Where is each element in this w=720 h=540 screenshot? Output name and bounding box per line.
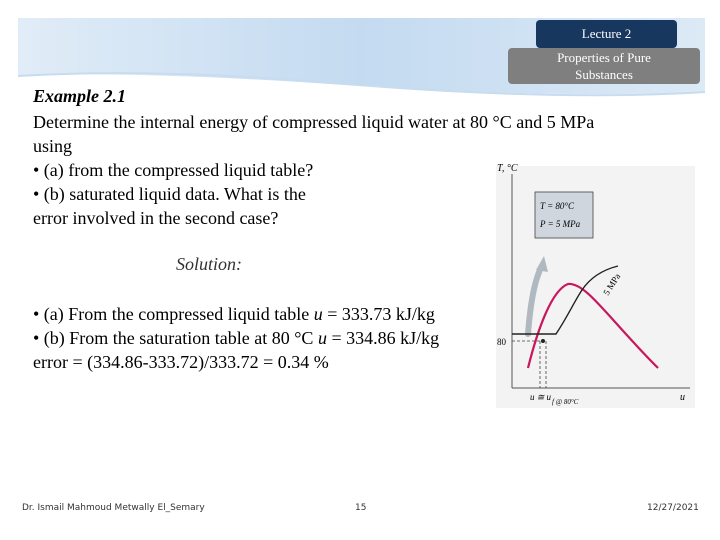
u-approx-label: u ≅ u xyxy=(530,392,552,402)
topic-tag-line2: Substances xyxy=(575,67,633,82)
solution-a-var: u xyxy=(313,304,323,324)
solution-text xyxy=(33,302,439,374)
temp-tick-label: 80 xyxy=(497,337,506,347)
solution-a-suffix: = 333.73 kJ/kg xyxy=(322,304,435,324)
solution-label: Solution: xyxy=(176,254,242,274)
u-approx-subscript: f @ 80°C xyxy=(552,398,579,406)
problem-line: Determine the internal energy of compressed liquid water at 80 °C and 5 MPa xyxy=(33,112,595,132)
footer-author: Dr. Ismail Mahmoud Metwally El_Semary xyxy=(22,503,205,513)
footer-page-number: 15 xyxy=(355,503,367,513)
lecture-tag: Lecture 2 xyxy=(536,20,677,48)
y-axis-label: T, °C xyxy=(497,163,518,174)
topic-tag xyxy=(508,48,700,84)
state-point xyxy=(541,339,545,343)
solution-line-a xyxy=(33,302,439,326)
solution-line-b xyxy=(33,326,439,350)
x-axis-label: u xyxy=(680,392,685,403)
t-u-diagram xyxy=(490,158,695,408)
state-pressure: P = 5 MPa xyxy=(540,219,581,229)
isobar-label: 5 MPa xyxy=(601,271,623,298)
figure-background xyxy=(496,166,695,408)
solution-b-var: u xyxy=(317,328,327,348)
state-temperature: T = 80°C xyxy=(540,201,575,211)
topic-tag-line1: Properties of Pure xyxy=(557,50,651,65)
footer-date: 12/27/2021 xyxy=(647,503,699,513)
solution-a-prefix: • (a) From the compressed liquid table xyxy=(33,304,314,324)
solution-b-prefix: • (b) From the saturation table at 80 °C xyxy=(33,328,318,348)
solution-b-suffix: = 334.86 kJ/kg xyxy=(326,328,440,348)
example-title: Example 2.1 xyxy=(33,86,126,106)
problem-line: • (b) saturated liquid data. What is the xyxy=(33,184,306,204)
problem-line: error involved in the second case? xyxy=(33,208,279,228)
problem-line: • (a) from the compressed liquid table? xyxy=(33,160,314,180)
state-box xyxy=(535,192,593,238)
solution-line-error: error = (334.86-333.72)/333.72 = 0.34 % xyxy=(33,352,329,372)
problem-line: using xyxy=(33,136,73,156)
